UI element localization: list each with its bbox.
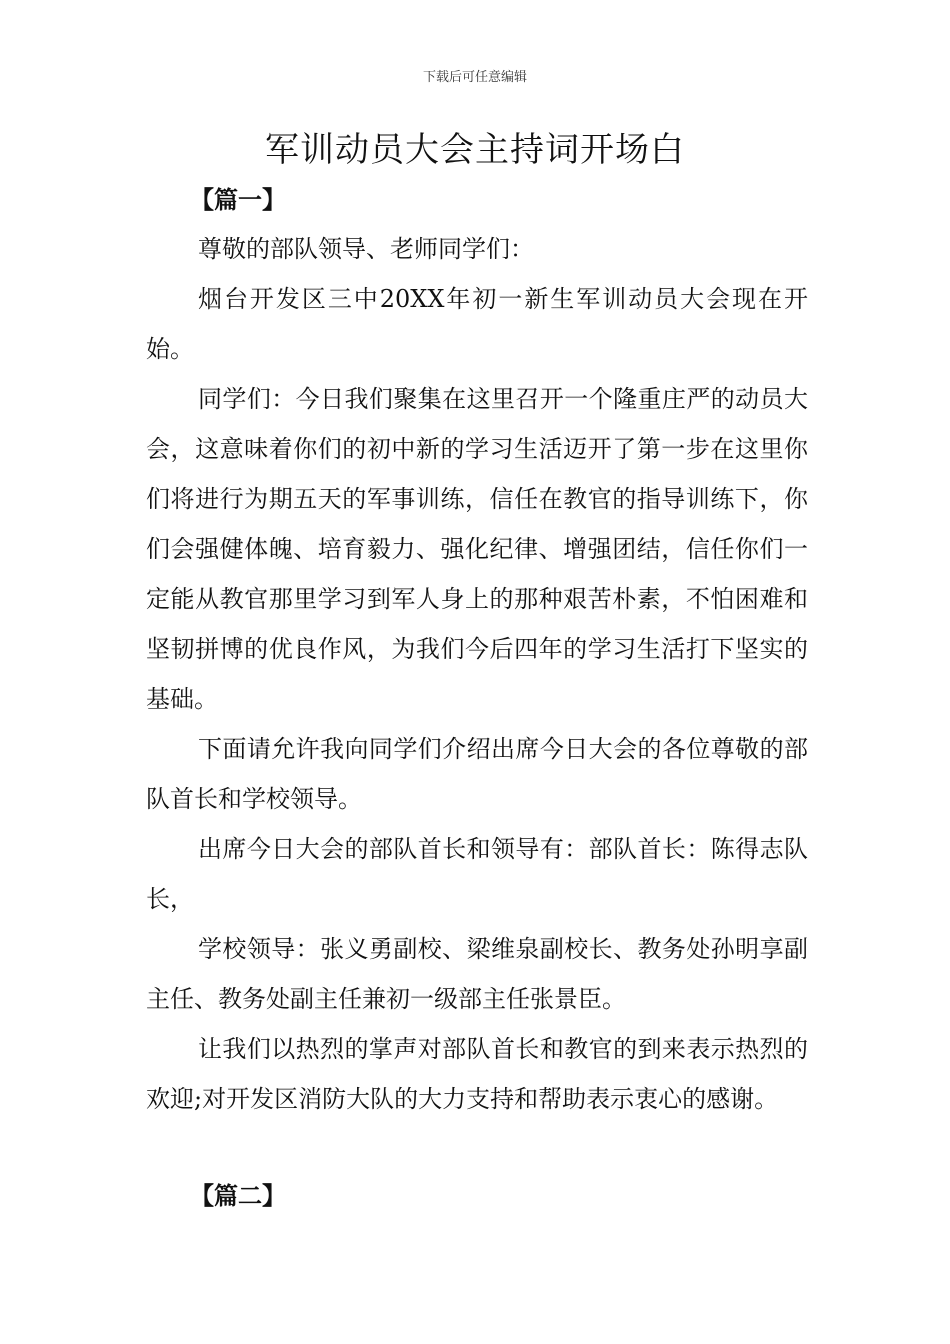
paragraph-salutation: 尊敬的部队领导、老师同学们： [198, 235, 534, 263]
paragraph-welcome: 让我们以热烈的掌声对部队首长和教官的到来表示热烈的欢迎;对开发区消防大队的大力支持和帮助表示衷心的感谢。 [146, 1035, 808, 1113]
document-title: 军训动员大会主持词开场白 [265, 130, 685, 170]
paragraph-mobilization: 同学们：今日我们聚集在这里召开一个隆重庄严的动员大会，这意味着你们的初中新的学习生活迈开了第一步在这里你们将进行为期五天的军事训练，信任在教官的指导训练下，你们会强健体魄、培育毅力、强化纪律、增强团结，信任你们一定能从教官那里学习到军人身上的那种艰苦朴素，不怕困难和坚韧拼博的优良作风，为我们今后四年的学习生活打下坚实的基础。 [146, 385, 808, 713]
paragraph-introduction: 下面请允许我向同学们介绍出席今日大会的各位尊敬的部队首长和学校领导。 [146, 735, 808, 813]
section-heading-1: 【篇一】 [190, 185, 286, 214]
section-heading-2: 【篇二】 [190, 1181, 286, 1210]
document-body [146, 224, 808, 1124]
page-header-note: 下载后可任意编辑 [422, 70, 527, 85]
paragraph-army-leaders: 出席今日大会的部队首长和领导有：部队首长：陈得志队长， [146, 835, 808, 913]
paragraph-school-leaders: 学校领导：张义勇副校、梁维泉副校长、教务处孙明享副主任、教务处副主任兼初一级部主任张景臣。 [146, 935, 808, 1013]
paragraph-opening: 烟台开发区三中20XX年初一新生军训动员大会现在开始。 [146, 285, 808, 363]
